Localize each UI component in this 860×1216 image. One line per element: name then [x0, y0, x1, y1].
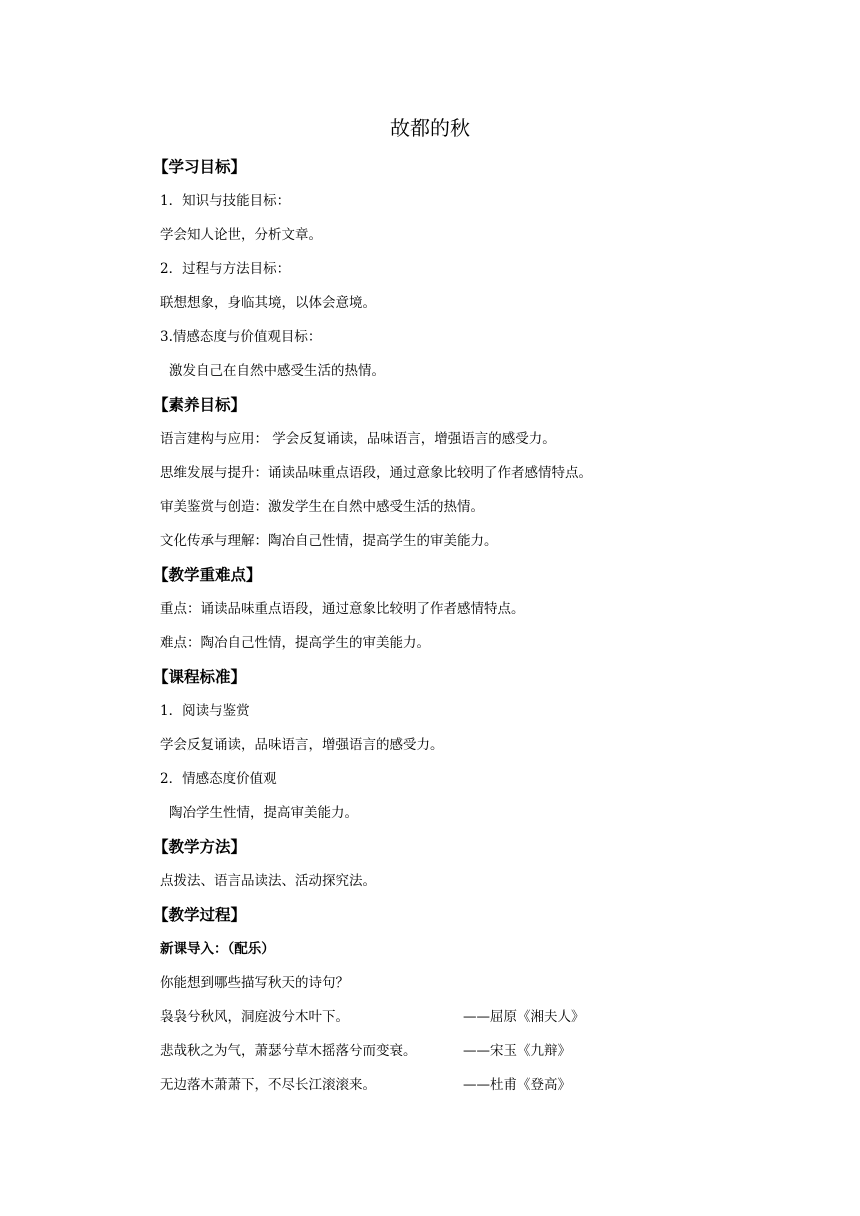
- document-body: [153, 154, 720, 1106]
- goal-line: 2．过程与方法目标：: [160, 261, 291, 277]
- section-heading-literacy-goals: 【素养目标】: [153, 396, 247, 414]
- poem-attribution: ——宋玉《九辩》: [463, 1043, 571, 1059]
- document-title: 故都的秋: [390, 116, 470, 140]
- method-line: 点拨法、语言品读法、活动探究法。: [160, 873, 376, 889]
- key-point-line: 难点：陶冶自己性情，提高学生的审美能力。: [160, 635, 430, 651]
- intro-question: 你能想到哪些描写秋天的诗句？: [160, 975, 349, 991]
- poem-line: [160, 1038, 720, 1072]
- literacy-line: 语言建构与应用： 学会反复诵读，品味语言，增强语言的感受力。: [160, 431, 556, 447]
- goal-line: 1．知识与技能目标：: [160, 193, 291, 209]
- section-heading-key-points: 【教学重难点】: [153, 566, 262, 584]
- key-point-line: 重点：诵读品味重点语段，通过意象比较明了作者感情特点。: [160, 601, 525, 617]
- goal-line: 联想想象，身临其境，以体会意境。: [160, 295, 376, 311]
- poem-verse: 无边落木萧萧下，不尽长江滚滚来。: [160, 1077, 376, 1093]
- section-heading-teaching-process: 【教学过程】: [153, 906, 247, 924]
- literacy-line: 审美鉴赏与创造：激发学生在自然中感受生活的热情。: [160, 499, 484, 515]
- poem-attribution: ——屈原《湘夫人》: [463, 1009, 585, 1025]
- goal-line: 激发自己在自然中感受生活的热情。: [169, 363, 385, 379]
- poem-attribution: ——杜甫《登高》: [463, 1077, 571, 1093]
- section-heading-teaching-methods: 【教学方法】: [153, 838, 247, 856]
- lesson-intro-subheading: 新课导入：（配乐）: [160, 941, 275, 957]
- poem-line: [160, 1072, 720, 1106]
- standard-line: 2．情感态度价值观: [160, 771, 277, 787]
- standard-line: 陶冶学生性情，提高审美能力。: [169, 805, 358, 821]
- standard-line: 学会反复诵读，品味语言，增强语言的感受力。: [160, 737, 444, 753]
- poem-line: [160, 1004, 720, 1038]
- section-heading-learning-goals: 【学习目标】: [153, 158, 247, 176]
- poem-verse: 袅袅兮秋风，洞庭波兮木叶下。: [160, 1009, 349, 1025]
- standard-line: 1．阅读与鉴赏: [160, 703, 250, 719]
- poem-verse: 悲哉秋之为气，萧瑟兮草木摇落兮而变衰。: [160, 1043, 417, 1059]
- goal-line: 3.情感态度与价值观目标：: [160, 329, 322, 345]
- literacy-line: 思维发展与提升：诵读品味重点语段，通过意象比较明了作者感情特点。: [160, 465, 592, 481]
- literacy-line: 文化传承与理解：陶冶自己性情，提高学生的审美能力。: [160, 533, 498, 549]
- goal-line: 学会知人论世，分析文章。: [160, 227, 322, 243]
- section-heading-curriculum-standards: 【课程标准】: [153, 668, 247, 686]
